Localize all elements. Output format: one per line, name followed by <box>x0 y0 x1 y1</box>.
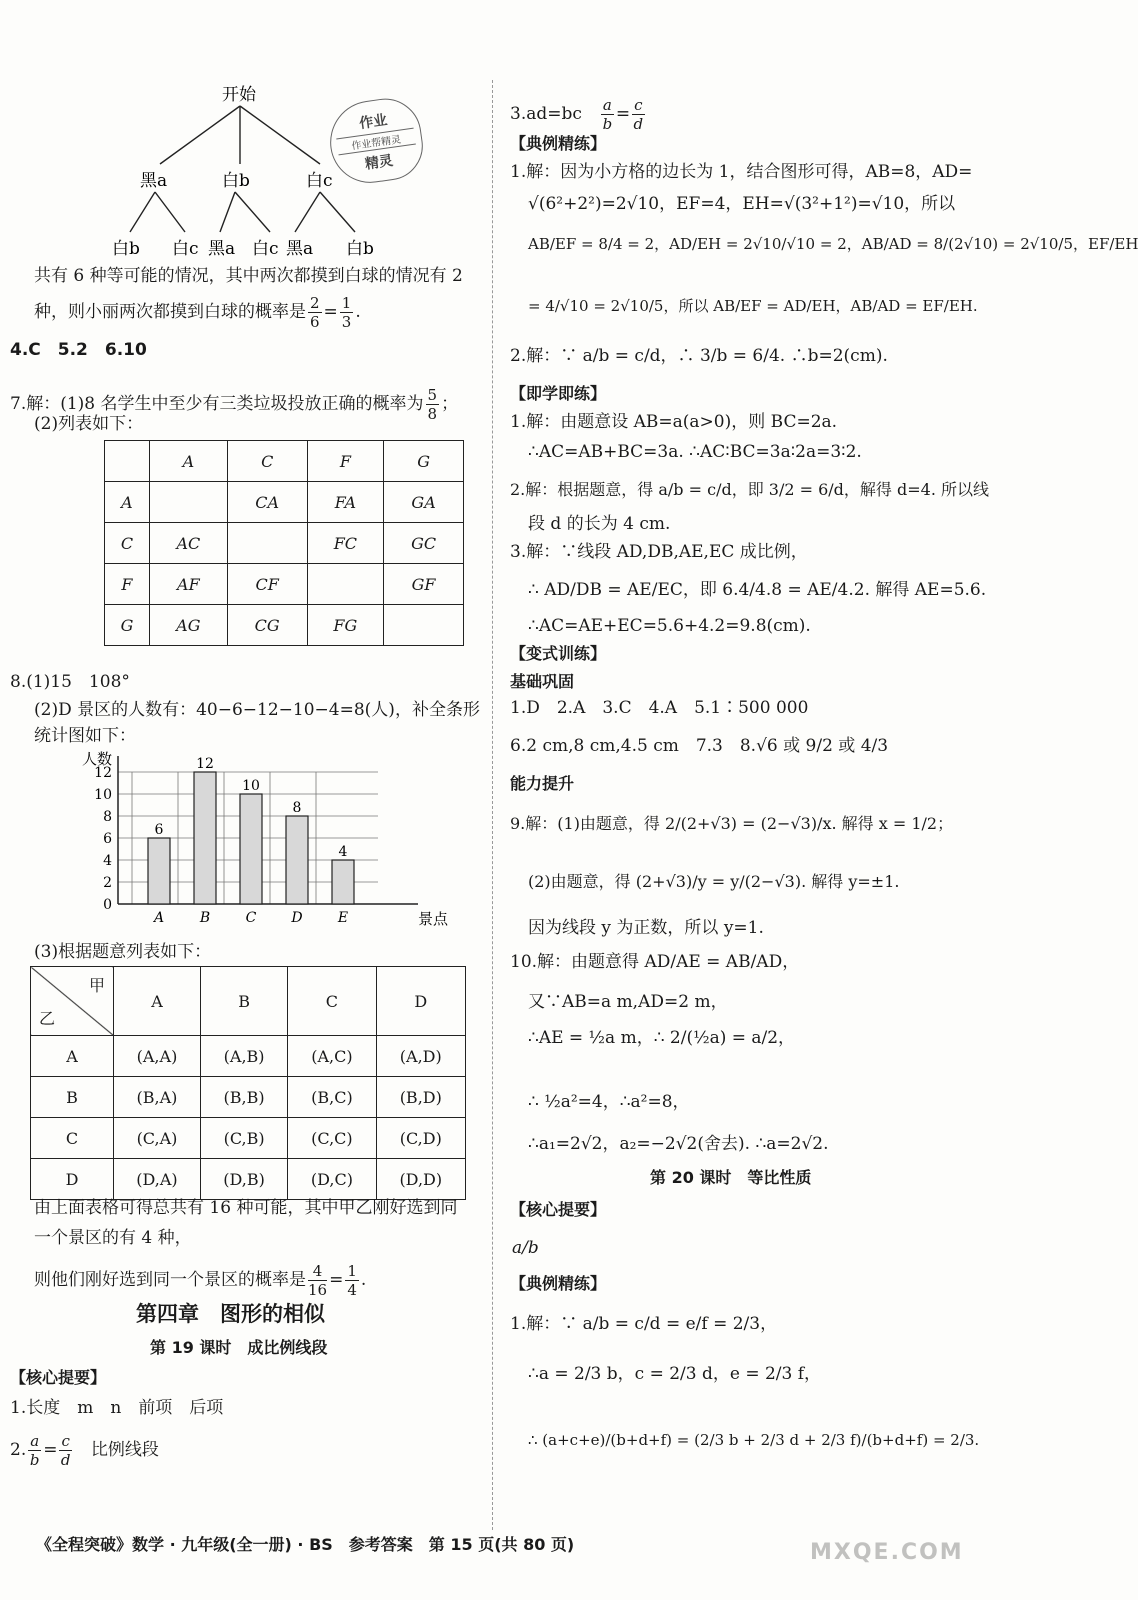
r19: 10.解：由题意得 AD/AE = AB/AD， <box>510 952 800 972</box>
bar-chart <box>70 746 450 934</box>
tree-l2-4: 黑a <box>286 239 314 259</box>
table-cell: (C,A) <box>114 1118 201 1159</box>
table-cell: C <box>31 1118 114 1159</box>
table-cell: G <box>105 605 150 646</box>
table-cell: A <box>149 441 227 482</box>
table-cell: CA <box>227 482 307 523</box>
table-cell: (A,D) <box>376 1036 465 1077</box>
table-cell: (C,B) <box>200 1118 287 1159</box>
table-cell: GF <box>384 564 464 605</box>
h-bianshi: 【变式训练】 <box>510 644 607 663</box>
p1-line2: 种，则小丽两次都摸到白球的概率是 $\frac{2}{6}$ = $\frac{1}{3}$ . <box>34 294 361 331</box>
table-cell: (C,D) <box>376 1118 465 1159</box>
q8-line6: 一个景区的有 4 种， <box>34 1228 192 1248</box>
core-heading: 【核心提要】 <box>10 1368 107 1387</box>
tree-l2-5: 白b <box>346 239 374 259</box>
h-core2: 【核心提要】 <box>510 1200 607 1219</box>
core-item-2: 2. $\frac{a}{b}$ = $\frac{c}{d}$ 比例线段 <box>10 1432 159 1469</box>
header-cell: C <box>288 967 376 1036</box>
r25: 1.解：∵ a/b = c/d = e/f = 2/3， <box>510 1314 778 1334</box>
q7-line1: 7.解：(1)8 名学生中至少有三类垃圾投放正确的概率为 $\frac{5}{8}$ ； <box>10 386 459 423</box>
r12: ∴ AD/DB = AE/EC，即 6.4/4.8 = AE/4.2. 解得 AE=5.6. <box>528 580 987 600</box>
table-cell: (A,B) <box>200 1036 287 1077</box>
x-tick-label: A <box>153 910 165 926</box>
q8-line7: 则他们刚好选到同一个景区的概率是 $\frac{4}{16}$ = $\frac{1}{4}$ . <box>34 1262 367 1299</box>
x-axis-label: 景点 <box>418 910 449 928</box>
q8-line4: (3)根据题意列表如下： <box>34 942 212 962</box>
outcome-table-2 <box>30 966 466 1200</box>
table-cell: FC <box>307 523 384 564</box>
table-cell: (B,D) <box>376 1077 465 1118</box>
bar <box>240 794 262 904</box>
r1: 3.ad=bc $\frac{a}{b}$ = $\frac{c}{d}$ <box>510 96 644 133</box>
table-row <box>105 441 464 482</box>
y-tick-label: 4 <box>103 853 112 869</box>
r10: 段 d 的长为 4 cm. <box>528 514 671 534</box>
table-cell: AC <box>149 523 227 564</box>
r2: 1.解：因为小方格的边长为 1，结合图形可得，AB=8，AD= <box>510 162 973 182</box>
r3: √(6²+2²)=2√10，EF=4，EH=√(3²+1²)=√10，所以 <box>528 194 956 214</box>
data-label: 8 <box>292 800 302 816</box>
table-cell: GC <box>384 523 464 564</box>
r20: 又∵AB=a m,AD=2 m， <box>528 992 728 1012</box>
data-label: 6 <box>154 822 164 838</box>
r27: ∴ (a+c+e)/(b+d+f) = (2/3 b + 2/3 d + 2/3 f)/(b+d+f) = 2/3. <box>528 1431 980 1449</box>
table-cell <box>149 482 227 523</box>
table-cell: (D,A) <box>114 1159 201 1200</box>
h-dianli2: 【典例精练】 <box>510 1274 607 1293</box>
r8: ∴AC=AB+BC=3a. ∴AC∶BC=3a∶2a=3∶2. <box>528 442 862 462</box>
page-footer: 《全程突破》数学 · 九年级(全一册) · BS 参考答案 第 15 页(共 80 页) <box>36 1535 575 1554</box>
y-tick-label: 8 <box>103 809 112 825</box>
h-jixue: 【即学即练】 <box>510 384 607 403</box>
outcome-table-1 <box>104 440 464 646</box>
r11: 3.解：∵线段 AD,DB,AE,EC 成比例， <box>510 542 808 562</box>
table-cell: FG <box>307 605 384 646</box>
table-cell: FA <box>307 482 384 523</box>
bar <box>332 860 354 904</box>
r14: 1.D 2.A 3.C 4.A 5.1∶500 000 <box>510 698 809 718</box>
q7-line2: (2)列表如下： <box>34 414 144 434</box>
tree-l2-2: 黑a <box>208 239 236 259</box>
table-row <box>105 523 464 564</box>
q8-line2: (2)D 景区的人数有：40−6−12−10−4=8(人)，补全条形 <box>34 700 480 720</box>
table-row <box>31 967 466 1036</box>
chapter-title: 第四章 图形的相似 <box>136 1302 325 1326</box>
r9: 2.解：根据题意，得 a/b = c/d，即 3/2 = 6/d，解得 d=4. 所以线 <box>510 480 990 499</box>
r16: 9.解：(1)由题意，得 2/(2+√3) = (2−√3)/x. 解得 x = 1/2； <box>510 814 954 833</box>
q4-answers: 4.C 5.2 6.10 <box>10 340 147 360</box>
r23: ∴a₁=2√2，a₂=−2√2(舍去). ∴a=2√2. <box>528 1134 829 1154</box>
r4: AB/EF = 8/4 = 2，AD/EH = 2√10/√10 = 2，AB/AD = 8/(2√10) = 2√10/5，EF/EH <box>528 235 1138 253</box>
q8-line5: 由上面表格可得总共有 16 种可能，其中甲乙刚好选到同 <box>34 1198 458 1218</box>
q8-line3: 统计图如下： <box>34 726 136 746</box>
bar <box>286 816 308 904</box>
data-label: 12 <box>196 756 214 772</box>
table-cell: (B,A) <box>114 1077 201 1118</box>
core-item-1: 1.长度 m n 前项 后项 <box>10 1398 224 1418</box>
tree-l1-2: 白c <box>306 171 333 191</box>
tree-l1-1: 白b <box>222 171 250 191</box>
fraction: $\frac{1}{3}$ <box>341 294 352 331</box>
table-row <box>31 1159 466 1200</box>
r22: ∴ ½a²=4，∴a²=8， <box>528 1092 690 1112</box>
table-cell: (A,A) <box>114 1036 201 1077</box>
table-cell: CF <box>227 564 307 605</box>
tree-l1-0: 黑a <box>140 171 168 191</box>
table-row <box>105 564 464 605</box>
y-tick-label: 2 <box>103 875 112 891</box>
lesson-19-title: 第 19 课时 成比例线段 <box>150 1338 328 1357</box>
r5: = 4/√10 = 2√10/5，所以 AB/EF = AD/EH，AB/AD = EF/EH. <box>528 297 978 315</box>
table-row <box>105 605 464 646</box>
y-tick-label: 12 <box>94 765 112 781</box>
table-cell: G <box>384 441 464 482</box>
tree-l2-1: 白c <box>172 239 199 259</box>
table-cell <box>227 523 307 564</box>
table-cell: AG <box>149 605 227 646</box>
p1-line1: 共有 6 种等可能的情况，其中两次都摸到白球的情况有 2 <box>34 266 463 286</box>
lesson-20-title: 第 20 课时 等比性质 <box>650 1168 812 1187</box>
table-cell: (B,B) <box>200 1077 287 1118</box>
tree-root: 开始 <box>222 85 256 105</box>
stamp-seal: 作业 作业帮精灵 精灵 <box>325 94 428 188</box>
r21: ∴AE = ½a m，∴ 2/(½a) = a/2， <box>528 1028 796 1048</box>
column-divider <box>492 80 494 1530</box>
r15: 6.2 cm,8 cm,4.5 cm 7.3 8.√6 或 9/2 或 4/3 <box>510 736 889 756</box>
table-row <box>31 1077 466 1118</box>
table-row <box>31 1118 466 1159</box>
table-cell: C <box>105 523 150 564</box>
fraction: $\frac{2}{6}$ <box>310 294 320 331</box>
h-dianli: 【典例精练】 <box>510 134 607 153</box>
table-cell <box>307 564 384 605</box>
table-cell: (D,C) <box>288 1159 376 1200</box>
table-cell <box>384 605 464 646</box>
table-cell: CG <box>227 605 307 646</box>
header-cell: A <box>114 967 201 1036</box>
table-row <box>31 1036 466 1077</box>
table-cell: C <box>227 441 307 482</box>
table-cell: AF <box>149 564 227 605</box>
r6: 2.解：∵ a/b = c/d，∴ 3/b = 6/4. ∴b=2(cm). <box>510 346 888 366</box>
table-cell: (D,D) <box>376 1159 465 1200</box>
q8-line1: 8.(1)15 108° <box>10 672 130 692</box>
y-tick-label: 6 <box>103 831 112 847</box>
h-nengli: 能力提升 <box>510 774 575 793</box>
table-cell: (A,C) <box>288 1036 376 1077</box>
r17: (2)由题意，得 (2+√3)/y = y/(2−√3). 解得 y=±1. <box>528 872 900 891</box>
bar <box>194 772 216 904</box>
table-cell: F <box>105 564 150 605</box>
y-tick-label: 10 <box>94 787 112 803</box>
x-tick-label: B <box>199 910 211 926</box>
table-row <box>105 482 464 523</box>
table-cell: A <box>105 482 150 523</box>
y-axis-label: 人数 <box>82 750 113 768</box>
header-cell: B <box>200 967 287 1036</box>
y-tick-label: 0 <box>103 897 112 913</box>
bar <box>148 838 170 904</box>
table-cell: B <box>31 1077 114 1118</box>
table-cell: (C,C) <box>288 1118 376 1159</box>
table-cell: (D,B) <box>200 1159 287 1200</box>
data-label: 10 <box>242 778 260 794</box>
h-jichu: 基础巩固 <box>510 672 575 691</box>
table-cell: A <box>31 1036 114 1077</box>
r26: ∴a = 2/3 b，c = 2/3 d，e = 2/3 f， <box>528 1364 822 1384</box>
table-cell <box>105 441 150 482</box>
table-cell: D <box>31 1159 114 1200</box>
x-tick-label: E <box>337 910 349 926</box>
table-cell: F <box>307 441 384 482</box>
r24: a/b <box>512 1238 539 1258</box>
data-label: 4 <box>338 844 348 860</box>
watermark: MXQE.COM <box>810 1540 964 1565</box>
table-cell: (B,C) <box>288 1077 376 1118</box>
tree-l2-0: 白b <box>112 239 140 259</box>
x-tick-label: C <box>245 910 257 926</box>
tree-l2-3: 白c <box>252 239 279 259</box>
table-cell: GA <box>384 482 464 523</box>
corner-cell: 甲 乙 <box>31 967 114 1036</box>
r18: 因为线段 y 为正数，所以 y=1. <box>528 918 764 938</box>
header-cell: D <box>376 967 465 1036</box>
r7: 1.解：由题意设 AB=a(a>0)，则 BC=2a. <box>510 412 838 432</box>
r13: ∴AC=AE+EC=5.6+4.2=9.8(cm). <box>528 616 811 636</box>
x-tick-label: D <box>291 910 303 926</box>
